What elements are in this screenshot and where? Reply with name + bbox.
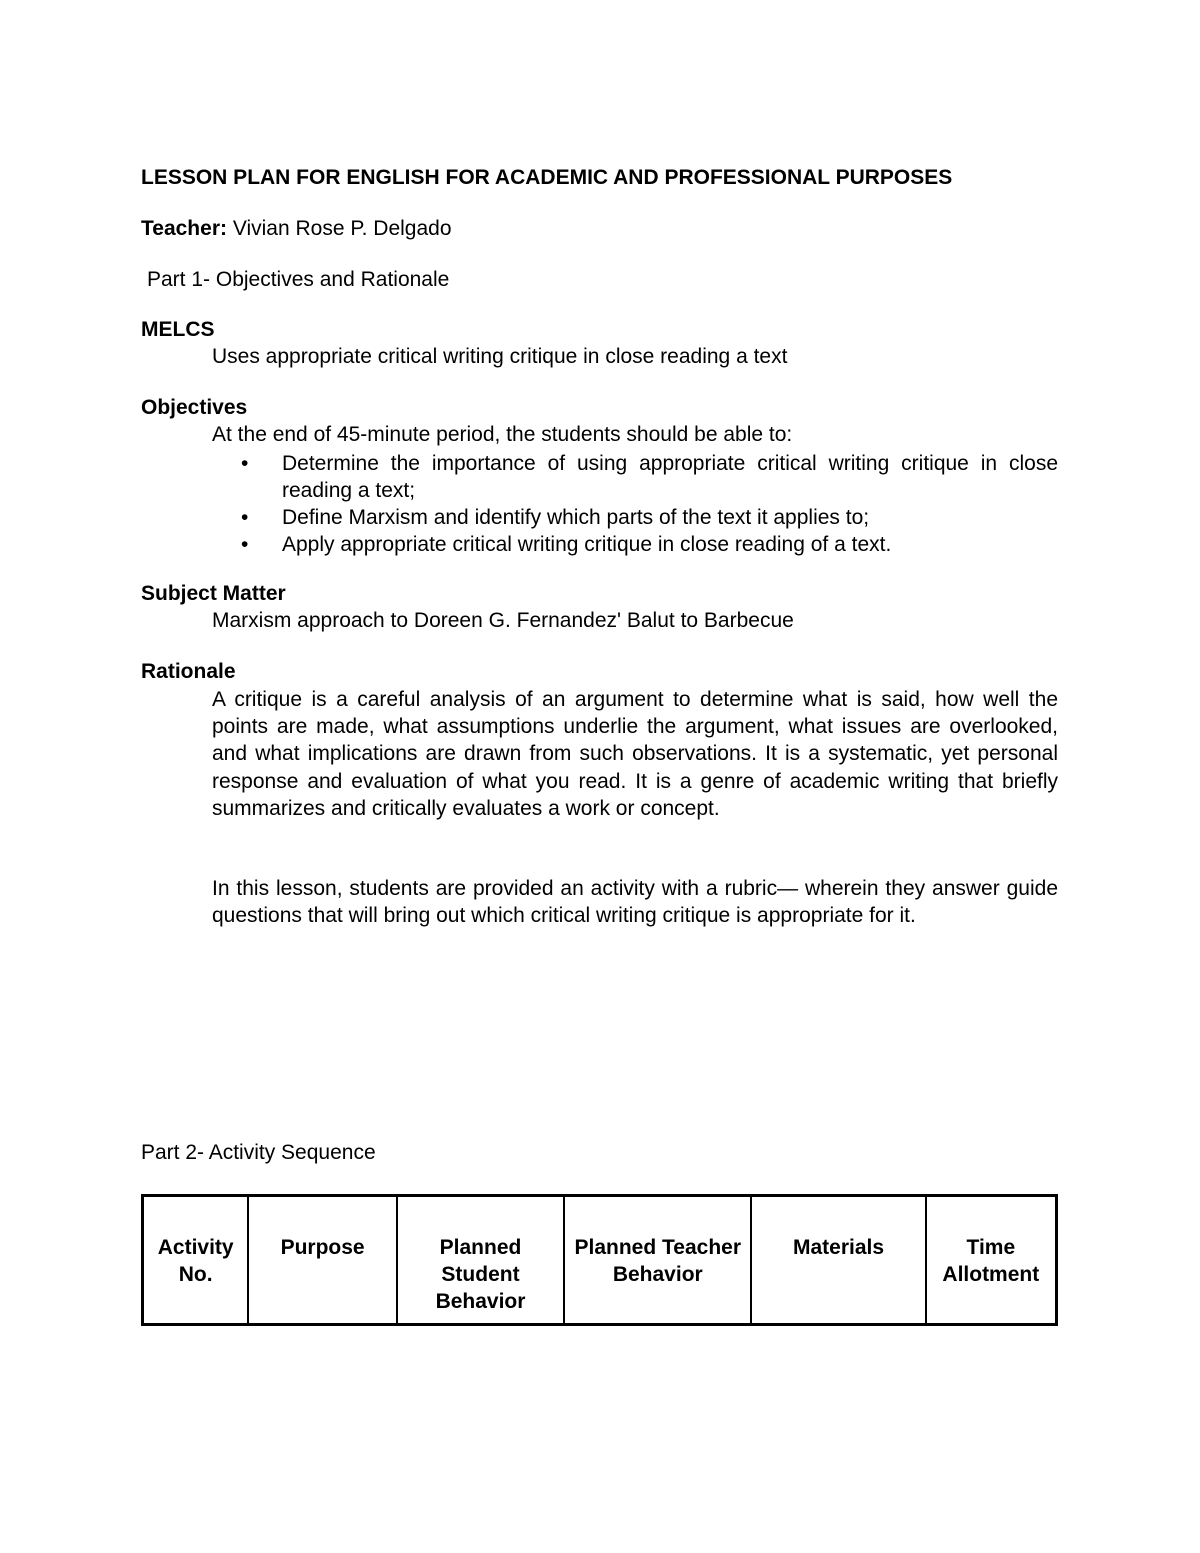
objectives-heading: Objectives xyxy=(141,396,248,419)
part2-heading: Part 2- Activity Sequence xyxy=(141,1141,376,1164)
header-purpose: Purpose xyxy=(248,1196,396,1325)
teacher-name: Vivian Rose P. Delgado xyxy=(226,217,452,240)
header-planned-teacher-behavior: Planned Teacher Behavior xyxy=(564,1196,751,1325)
document-title: LESSON PLAN FOR ENGLISH FOR ACADEMIC AND PROFESSIONAL PURPOSES xyxy=(141,166,953,189)
activity-sequence-table xyxy=(141,1194,1058,1326)
header-time-allotment: Time Allotment xyxy=(926,1196,1057,1325)
melcs-heading: MELCS xyxy=(141,318,215,341)
objectives-list xyxy=(212,450,1058,558)
subject-matter-text: Marxism approach to Doreen G. Fernandez' Balut to Barbecue xyxy=(212,609,794,632)
list-item xyxy=(212,531,1058,558)
table-header-row xyxy=(143,1196,1057,1325)
teacher-line xyxy=(141,217,452,241)
melcs-text: Uses appropriate critical writing critique in close reading a text xyxy=(212,345,788,368)
list-item xyxy=(212,450,1058,504)
bullet-icon: • xyxy=(241,506,249,529)
objective-text: Determine the importance of using appropriate critical writing critique in close reading a text; xyxy=(282,452,1058,502)
list-item xyxy=(212,504,1058,531)
header-materials: Materials xyxy=(751,1196,925,1325)
objective-text: Apply appropriate critical writing critique in close reading of a text. xyxy=(282,533,892,556)
header-activity-no: Activity No. xyxy=(143,1196,249,1325)
objective-text: Define Marxism and identify which parts of the text it applies to; xyxy=(282,506,870,529)
bullet-icon: • xyxy=(241,452,249,475)
subject-matter-heading: Subject Matter xyxy=(141,582,286,605)
rationale-heading: Rationale xyxy=(141,660,236,683)
rationale-paragraph-2: In this lesson, students are provided an activity with a rubric— wherein they answer guide questions that will bring out which critical writing critique is appropriate for it. xyxy=(212,877,1058,928)
objectives-intro: At the end of 45-minute period, the students should be able to: xyxy=(212,423,793,446)
header-planned-student-behavior: Planned Student Behavior xyxy=(397,1196,564,1325)
bullet-icon: • xyxy=(241,533,249,556)
teacher-label: Teacher: xyxy=(141,217,227,240)
part1-heading: Part 1- Objectives and Rationale xyxy=(147,268,450,291)
rationale-paragraph-1: A critique is a careful analysis of an argument to determine what is said, how well the points are made, what assumptions underlie the argument, what issues are overlooked, and what implications are drawn from such observations. It is a systematic, yet personal response and evaluation of what you read. It is a genre of academic writing that briefly summarizes and critically evaluates a work or concept. xyxy=(212,688,1058,820)
